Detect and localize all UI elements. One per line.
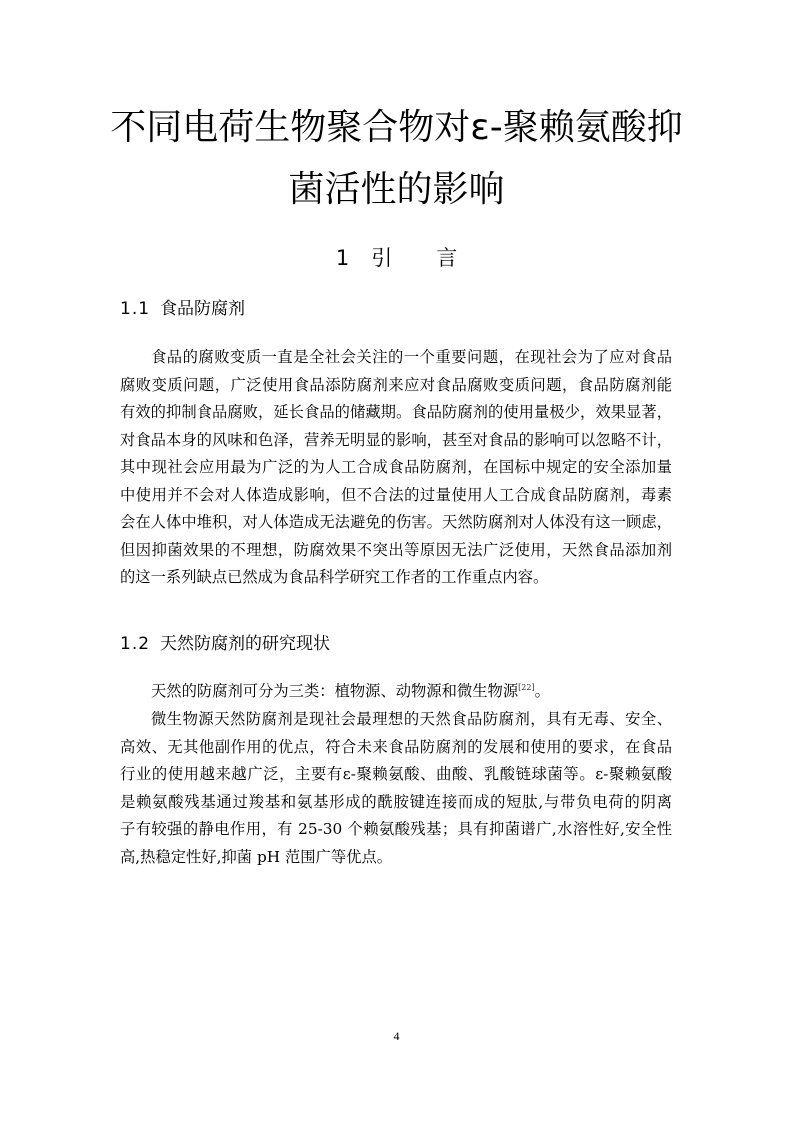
section-number: 1.1 bbox=[120, 299, 151, 319]
section-title: 食品防腐剂 bbox=[160, 299, 246, 319]
chapter-title-char-2: 言 bbox=[436, 246, 458, 270]
paragraph-natural-preservative-types bbox=[120, 678, 672, 706]
citation-reference: [22] bbox=[518, 682, 535, 692]
text-line: 会在人体中堆积，对人体造成无法避免的伤害。天然防腐剂对人体没有这一顾虑， bbox=[120, 513, 672, 531]
chapter-number: 1 bbox=[335, 246, 350, 270]
page-number: 4 bbox=[393, 1029, 400, 1043]
text-line: 行业的使用越来越广泛，主要有ε-聚赖氨酸、曲酸、乳酸链球菌等。ε-聚赖氨酸 bbox=[120, 765, 672, 783]
text-run: 天然的防腐剂可分为三类：植物源、动物源和微生物源 bbox=[151, 682, 519, 700]
section-title: 天然防腐剂的研究现状 bbox=[160, 634, 331, 654]
text-line: 但因抑菌效果的不理想，防腐效果不突出等原因无法广泛使用，天然食品添加剂 bbox=[120, 540, 672, 559]
paragraph-microbial-preservatives bbox=[120, 706, 672, 871]
text-line: 食品的腐败变质一直是全社会关注的一个重要问题，在现社会为了应对食品 bbox=[151, 348, 672, 366]
text-line: 高,热稳定性好,抑菌 pH 范围广等优点。 bbox=[120, 847, 393, 866]
document-title-line-1: 不同电荷生物聚合物对ε-聚赖氨酸抑 bbox=[110, 107, 683, 148]
document-title-line-2: 菌活性的影响 bbox=[288, 169, 505, 210]
text-line: 的这一系列缺点已然成为食品科学研究工作者的工作重点内容。 bbox=[120, 568, 549, 586]
text-line: 中使用并不会对人体造成影响，但不合法的过量使用人工合成食品防腐剂，毒素 bbox=[120, 485, 672, 504]
text-line: 子有较强的静电作用，有 25-30 个赖氨酸残基；具有抑菌谱广,水溶性好,安全性 bbox=[120, 820, 672, 838]
text-line: 有效的抑制食品腐败，延长食品的储藏期。食品防腐剂的使用量极少，效果显著， bbox=[120, 403, 672, 421]
text-line: 腐败变质问题，广泛使用食品添防腐剂来应对食品腐败变质问题，食品防腐剂能 bbox=[120, 375, 672, 394]
text-line: 对食品本身的风味和色泽，营养无明显的影响，甚至对食品的影响可以忽略不计， bbox=[120, 430, 672, 449]
section-heading-1-2 bbox=[120, 633, 330, 655]
text-line: 其中现社会应用最为广泛的为人工合成食品防腐剂，在国标中规定的安全添加量 bbox=[120, 458, 672, 476]
chapter-heading bbox=[0, 245, 793, 271]
chapter-title-char-1: 引 bbox=[371, 246, 393, 270]
paragraph-food-preservatives bbox=[120, 344, 672, 592]
text-line: 是赖氨酸残基通过羧基和氨基形成的酰胺键连接而成的短肽,与带负电荷的阴离 bbox=[120, 792, 672, 811]
text-line bbox=[120, 678, 672, 706]
text-line: 高效、无其他副作用的优点，符合未来食品防腐剂的发展和使用的要求，在食品 bbox=[120, 737, 672, 756]
section-number: 1.2 bbox=[120, 634, 151, 654]
text-run: 。 bbox=[534, 682, 550, 700]
text-line: 微生物源天然防腐剂是现社会最理想的天然食品防腐剂，具有无毒、安全、 bbox=[151, 710, 672, 728]
section-heading-1-1 bbox=[120, 298, 245, 320]
